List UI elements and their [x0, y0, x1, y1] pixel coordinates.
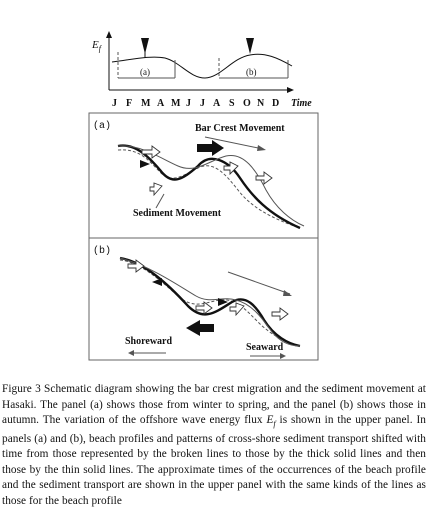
upper-energy-flux-panel [91, 31, 312, 109]
month-label: A [157, 98, 165, 109]
month-label: J [186, 98, 191, 109]
panel-a [89, 113, 318, 238]
hollow-arrow-b3 [230, 303, 244, 315]
x-axis-arrowhead [287, 87, 294, 93]
month-label: M [171, 98, 181, 109]
energy-flux-symbol-letter: E [266, 414, 274, 426]
energy-flux-symbol [266, 414, 276, 429]
bar-crest-arrowhead [257, 145, 266, 151]
caption-text-end: is shown in the upper panel. In panels (a) and (b), beach profiles and patterns of cross-shore sediment transport shifted with time from those represented by the broken lines to those by the thick solid lines and then those by the thin solid lines. The approximate times of the occurrences of the beach profile and the sediment transport are shown in the upper panel with the same kinds of the lines as those for the beach profile [2, 414, 426, 507]
panel-b-direction-arrow [228, 272, 290, 294]
seaward-arrowhead [280, 353, 286, 359]
solid-time-arrow-a [141, 38, 149, 54]
figure-caption [2, 382, 426, 509]
energy-flux-symbol-subscript: f [273, 419, 276, 429]
solid-time-arrow-b [246, 38, 254, 54]
solid-sediment-arrow-a [197, 140, 224, 156]
month-label: S [229, 98, 235, 109]
sediment-movement-label: Sediment Movement [133, 208, 222, 219]
solid-small-arrow-b1 [152, 278, 162, 286]
caption-text-start: Figure 3 Schematic diagram showing the bar crest migration and the sediment movement at Hasaki. The panel (a) shows those from winter to spring, and the panel (b) shows those in autumn. The variation of the offshore wave energy flux [2, 383, 426, 426]
x-axis-label: Time [291, 98, 312, 109]
y-axis-arrowhead [106, 31, 112, 38]
hollow-arrow-b4 [272, 308, 288, 320]
y-axis-label: $E_f$ [92, 39, 101, 53]
sediment-leader-line [156, 194, 164, 208]
month-label: J [200, 98, 205, 109]
bar-crest-label: Bar Crest Movement [195, 123, 285, 134]
shoreward-arrowhead [128, 350, 134, 356]
profile-thin-line-b [120, 258, 300, 346]
panel-b-tag: (b) [93, 246, 112, 257]
solid-sediment-arrow-b [186, 320, 214, 336]
panel-a-tag: (a) [93, 121, 112, 132]
hollow-arrow-a3 [256, 172, 272, 184]
seaward-label: Seaward [246, 342, 284, 353]
interval-b-label: (b) [246, 67, 257, 77]
panel-b [89, 238, 318, 360]
month-label: D [272, 98, 280, 109]
month-label: O [243, 98, 251, 109]
month-label: F [126, 98, 133, 109]
solid-small-arrow-a [140, 160, 150, 168]
month-label: A [213, 98, 221, 109]
interval-a-label: (a) [140, 67, 150, 77]
month-ticks [112, 98, 279, 109]
panel-b-arrowhead [283, 290, 292, 296]
month-label: M [141, 98, 151, 109]
month-label: N [257, 98, 265, 109]
shoreward-label: Shoreward [125, 336, 173, 347]
month-label: J [112, 98, 117, 109]
energy-flux-curve [112, 54, 292, 78]
hollow-arrow-a2 [150, 183, 162, 195]
